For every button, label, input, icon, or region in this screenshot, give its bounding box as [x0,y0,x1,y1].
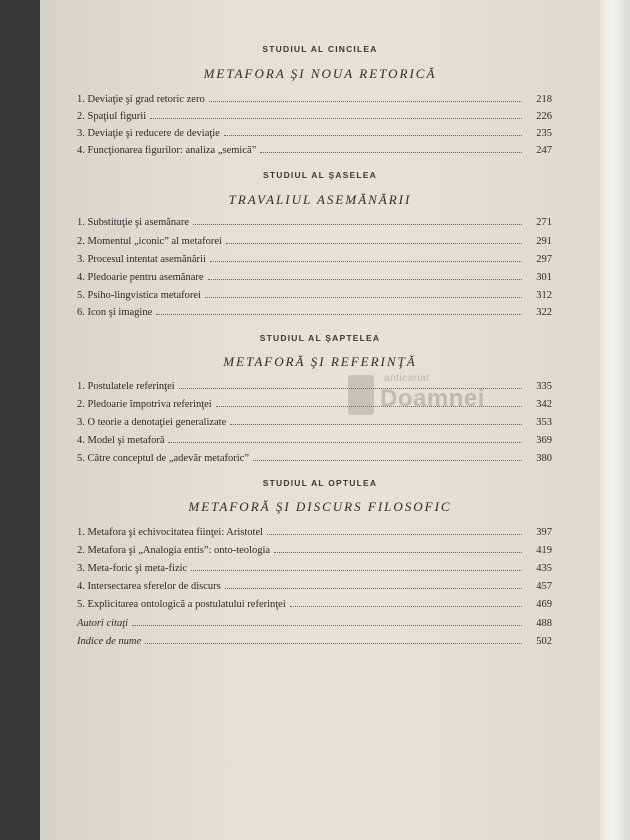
entry-label: 6. Icon şi imagine [77,307,153,318]
study-heading: STUDIUL AL ŞASELEA [262,170,377,180]
entry-label: 4. Model şi metaforă [77,435,165,446]
toc-entry [77,434,552,448]
entry-label: 3. Meta-foric şi meta-fizic [77,563,188,574]
entry-label: 1. Substituţie şi asemănare [77,217,189,228]
leader-dots [156,306,522,315]
book-page [40,0,600,840]
study-heading: STUDIUL AL OPTULEA [262,478,378,488]
leader-dots [253,452,522,461]
leader-dots [224,127,522,136]
watermark [348,371,485,423]
study-heading: STUDIUL AL CINCILEA [262,44,378,54]
leader-dots [225,580,522,589]
entry-label: 2. Spaţiul figurii [77,111,147,122]
entry-label: 3. Procesul intentat asemănării [77,254,206,265]
toc-entry [77,93,552,107]
entry-page: 380 [536,453,552,464]
toc-entry [77,289,552,303]
entry-page: 226 [536,111,552,122]
toc-entry [77,544,552,558]
toc-entry [77,144,552,158]
entry-label: 2. Pledoarie împotriva referinţei [77,399,212,410]
toc-entry [77,562,552,576]
toc-entry-back-matter [77,635,552,649]
entry-label: 5. Către conceptul de „adevăr metaforic” [77,453,249,464]
leader-dots [267,526,522,535]
entry-page: 397 [536,527,552,538]
leader-dots [274,544,522,553]
toc-entry [77,580,552,594]
study-heading: STUDIUL AL ŞAPTELEA [259,333,381,343]
entry-page: 322 [536,307,552,318]
entry-label: 2. Momentul „iconic” al metaforei [77,236,222,247]
toc-entry [77,253,552,267]
leader-dots [226,235,522,244]
entry-page: 312 [536,290,552,301]
entry-label: 4. Funcţionarea figurilor: analiza „semică” [77,145,257,156]
entry-page: 342 [536,399,552,410]
watermark-logo-icon [348,375,374,415]
entry-page: 369 [536,435,552,446]
leader-dots [260,144,522,153]
entry-label: 5. Explicitarea ontologică a postulatului referinţei [77,599,286,610]
entry-label: 3. O teorie a denotaţiei generalizate [77,417,227,428]
toc-entry [77,598,552,612]
toc-entry [77,452,552,466]
section-title: METAFORA ŞI NOUA RETORICĂ [203,66,437,81]
entry-label: 2. Metafora şi „Analogia entis”: onto-teologia [77,545,271,556]
leader-dots [193,216,522,225]
leader-dots [150,110,522,119]
entry-page: 235 [536,128,552,139]
entry-label: 1. Metafora şi echivocitatea fiinţei: Aristotel [77,527,264,538]
entry-page: 353 [536,417,552,428]
entry-page: 301 [536,272,552,283]
entry-label: 3. Deviaţie şi reducere de deviaţie [77,128,220,139]
entry-label: 4. Intersectarea sferelor de discurs [77,581,221,592]
toc-entry [77,271,552,285]
leader-dots [191,562,522,571]
entry-label: 4. Pledoarie pentru asemănare [77,272,204,283]
entry-page: 335 [536,381,552,392]
entry-page: 435 [536,563,552,574]
entry-page: 502 [536,636,552,647]
leader-dots [205,289,522,298]
section-title: METAFORĂ ŞI REFERINŢĂ [223,354,417,369]
toc-entry [77,416,552,430]
entry-label: 1. Postulatele referinţei [77,381,175,392]
page-edge [600,0,630,840]
leader-dots [210,253,522,262]
leader-dots [145,635,522,644]
leader-dots [168,434,522,443]
toc-entry [77,306,552,320]
entry-page: 291 [536,236,552,247]
entry-page: 247 [536,145,552,156]
entry-page: 457 [536,581,552,592]
entry-label: 1. Deviaţie şi grad retoric zero [77,94,205,105]
entry-label: 5. Psiho-lingvistica metaforei [77,290,201,301]
leader-dots [209,93,522,102]
leader-dots [132,617,522,626]
section-title: TRAVALIUL ASEMĂNĂRII [228,192,412,207]
entry-page: 218 [536,94,552,105]
toc-entry-back-matter [77,617,552,631]
toc-entry [77,127,552,141]
entry-page: 469 [536,599,552,610]
section-title: METAFORĂ ŞI DISCURS FILOSOFIC [188,499,452,514]
watermark-big-text: Doamnei [380,385,485,412]
entry-label: Autori citaţi [77,618,129,629]
leader-dots [208,271,522,280]
toc-entry [77,110,552,124]
entry-page: 488 [536,618,552,629]
entry-page: 297 [536,254,552,265]
leader-dots [290,598,522,607]
entry-label: Indice de nume [77,636,142,647]
entry-page: 271 [536,217,552,228]
toc-entry [77,235,552,249]
toc-entry [77,526,552,540]
toc-entry [77,216,552,230]
entry-page: 419 [536,545,552,556]
watermark-small-text: anticariat [384,373,430,384]
